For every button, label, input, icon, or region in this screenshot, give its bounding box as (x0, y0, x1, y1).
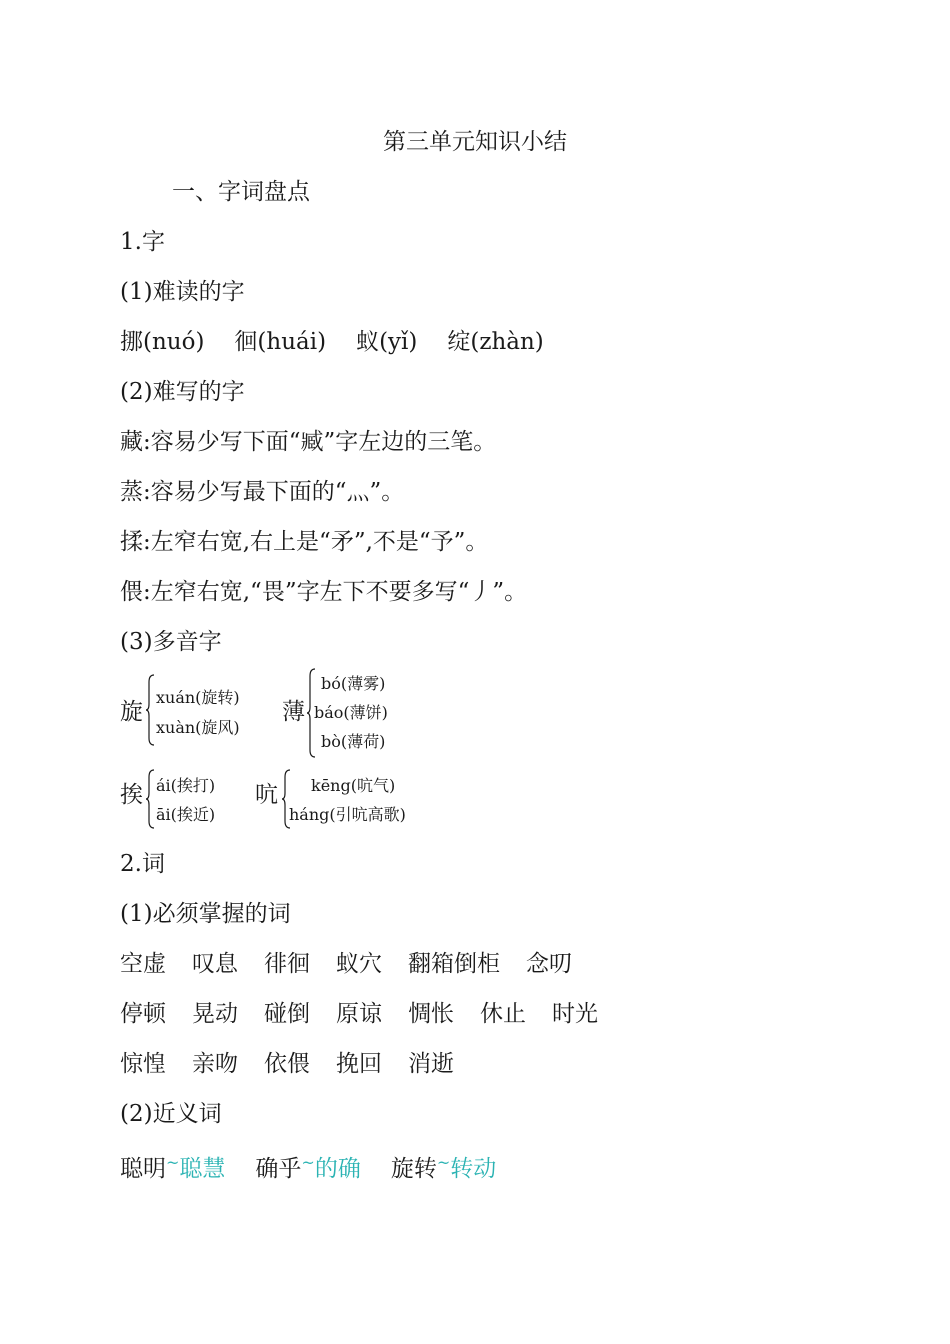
word-item: 亲吻 (192, 1051, 238, 1077)
polyphone-reading: āi(挨近) (156, 805, 216, 824)
word-item: 碰倒 (264, 1001, 310, 1027)
word-item: 蚁穴 (336, 951, 382, 977)
tilde-icon: ~ (301, 1153, 315, 1172)
section-heading: 一、字词盘点 (172, 179, 310, 205)
part1-label: 1.字 (120, 229, 165, 255)
synonyms-label: (2)近义词 (120, 1101, 222, 1127)
word-item: 时光 (552, 1001, 598, 1027)
polyphone-char: 挨 (120, 782, 143, 808)
hard-write-item: 偎:左窄右宽,“畏”字左下不要多写“丿”。 (120, 579, 528, 605)
hard-read-item: 徊(huái) (234, 329, 327, 355)
synonym-answer: 聪慧 (179, 1156, 226, 1182)
page-title: 第三单元知识小结 (383, 129, 567, 155)
word-item: 徘徊 (264, 951, 310, 977)
brace-icon (146, 674, 156, 746)
hard-read-item: 蚁(yǐ) (356, 329, 418, 355)
brace-icon (146, 769, 156, 829)
word-item: 依偎 (264, 1051, 310, 1077)
must-words-label: (1)必须掌握的词 (120, 901, 291, 927)
part2-label: 2.词 (120, 851, 165, 877)
synonym-row (120, 1148, 496, 1184)
word-item: 叹息 (192, 951, 238, 977)
polyphone-char: 吭 (255, 782, 278, 808)
tilde-icon: ~ (436, 1153, 451, 1172)
polyphone-reading: xuán(旋转) (156, 688, 240, 707)
hard-write-item: 蒸:容易少写最下面的“灬”。 (120, 479, 405, 505)
word-item: 翻箱倒柜 (408, 951, 500, 977)
word-item: 惆怅 (408, 1001, 454, 1027)
polyphone-char: 薄 (282, 699, 305, 725)
word-row (120, 999, 598, 1029)
hard-read-row (120, 327, 544, 357)
word-item: 惊惶 (120, 1051, 166, 1077)
polyphone-reading: háng(引吭高歌) (289, 805, 406, 824)
polyphone-reading: kēng(吭气) (311, 776, 396, 795)
synonym-answer: 的确 (314, 1156, 361, 1182)
word-item: 停顿 (120, 1001, 166, 1027)
polyphone-reading: bò(薄荷) (321, 732, 386, 751)
hard-write-item: 揉:左窄右宽,右上是“矛”,不是“予”。 (120, 529, 489, 555)
word-item: 挽回 (336, 1051, 382, 1077)
polyphone-label: (3)多音字 (120, 629, 222, 655)
hard-write-label: (2)难写的字 (120, 379, 245, 405)
tilde-icon: ~ (166, 1153, 180, 1172)
word-item: 消逝 (408, 1051, 454, 1077)
word-item: 休止 (480, 1001, 526, 1027)
polyphone-reading: xuàn(旋风) (156, 718, 240, 737)
hard-read-label: (1)难读的字 (120, 279, 245, 305)
polyphone-reading: báo(薄饼) (314, 703, 388, 722)
synonym-word: 确乎 (255, 1156, 302, 1182)
synonym-answer: 转动 (450, 1156, 497, 1182)
word-item: 晃动 (192, 1001, 238, 1027)
word-item: 空虚 (120, 951, 166, 977)
hard-read-item: 挪(nuó) (120, 329, 205, 355)
hard-read-item: 绽(zhàn) (447, 329, 544, 355)
word-row (120, 1049, 454, 1079)
hard-write-item: 藏:容易少写下面“臧”字左边的三笔。 (120, 429, 497, 455)
word-item: 念叨 (526, 951, 572, 977)
word-row (120, 949, 572, 979)
polyphone-char: 旋 (120, 699, 143, 725)
synonym-word: 聪明 (120, 1156, 166, 1182)
polyphone-reading: bó(薄雾) (321, 674, 386, 693)
word-item: 原谅 (336, 1001, 382, 1027)
synonym-word: 旋转 (390, 1156, 437, 1182)
polyphone-reading: ái(挨打) (156, 776, 216, 795)
